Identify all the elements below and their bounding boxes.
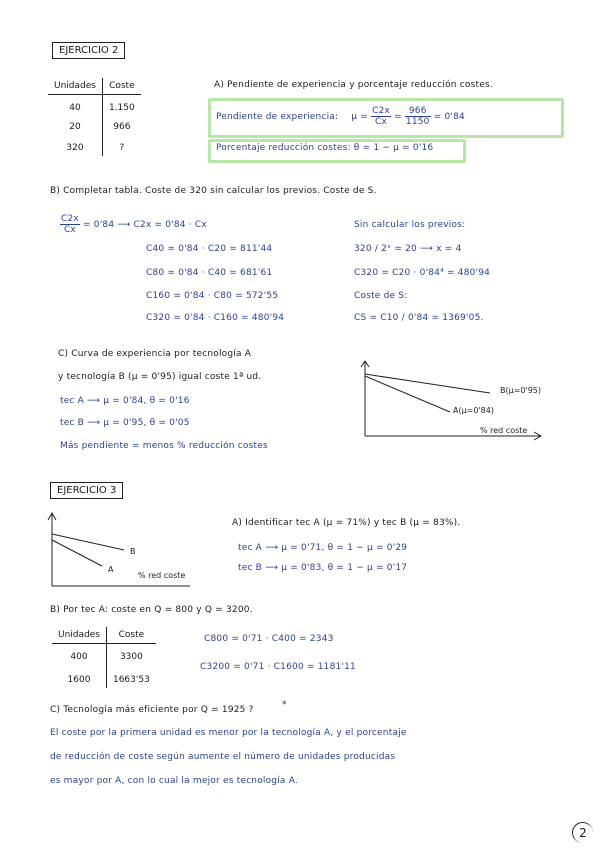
ex2-c-line: Más pendiente = menos % reducción costes (60, 441, 268, 451)
equals-sign: = (394, 112, 402, 122)
ex2-slope-line (216, 106, 465, 127)
chart-label-a: A (108, 565, 114, 574)
ex2-part-c-heading-2: y tecnología B (μ = 0'95) igual coste 1ª ud. (58, 372, 262, 382)
fraction-numerator: C2x (372, 106, 391, 116)
ex2-part-c-heading-1: C) Curva de experiencia por tecnología A (58, 349, 252, 359)
table-cell: ? (119, 143, 125, 153)
chart-label-b: B(μ=0'95) (500, 386, 541, 395)
ex3-a-line: tec A ⟶ μ = 0'71, θ = 1 − μ = 0'29 (238, 543, 408, 553)
ex3-c-answer-line: de reducción de coste según aumente el número de unidades producidas (50, 752, 396, 762)
ex3-c-answer-line: El coste por la primera unidad es menor por la tecnología A, y el porcentaje (50, 728, 407, 738)
ex2-b-right-line: C320 = C20 · 0'84⁴ = 480'94 (354, 268, 491, 278)
chart-label-b: B (130, 547, 136, 556)
ex2-experience-curve-chart (350, 358, 560, 448)
exercise-2-table (48, 78, 141, 156)
fraction-966-1150 (405, 106, 431, 127)
ex3-part-c-heading (50, 700, 287, 715)
exercise-3-table (52, 627, 156, 688)
fraction-denominator: Cx (63, 225, 76, 235)
table-cell: 20 (48, 116, 102, 135)
page-number (572, 822, 593, 843)
table-header: Unidades (48, 78, 102, 95)
ex2-c-line: tec A ⟶ μ = 0'84, θ = 0'16 (60, 396, 190, 406)
ex2-reduction-line: Porcentaje reducción costes: θ = 1 − μ = 0'16 (216, 143, 434, 153)
ex3-c-answer-line: es mayor por A, con lo cual la mejor es tecnología A. (50, 776, 298, 786)
ex2-c-line: tec B ⟶ μ = 0'95, θ = 0'05 (60, 418, 190, 428)
slope-result: = 0'84 (433, 112, 465, 122)
fraction-c2x-cx (60, 214, 80, 235)
table-cell: 320 (48, 135, 102, 156)
ex2-b-right-line: Sin calcular los previos: (354, 220, 466, 230)
slope-label: Pendiente de experiencia: (216, 112, 339, 122)
ex2-b-calc-line: C160 = 0'84 · C80 = 572'55 (146, 291, 279, 301)
ex2-part-b-heading: B) Completar tabla. Coste de 320 sin calcular los previos. Coste de S. (50, 186, 377, 196)
table-cell: 40 (48, 95, 102, 117)
ex2-b-right-line: Coste de S: (354, 291, 408, 301)
ex3-part-a-heading: A) Identificar tec A (μ = 71%) y tec B (μ = 83%). (232, 518, 461, 528)
chart-label-a: A(μ=0'84) (453, 406, 494, 415)
ex3-b-calc-line: C3200 = 0'71 · C1600 = 1181'11 (200, 662, 356, 672)
table-header: Unidades (52, 627, 106, 644)
asterisk-mark: * (282, 700, 287, 710)
ex3-a-line: tec B ⟶ μ = 0'83, θ = 1 − μ = 0'17 (238, 563, 408, 573)
ex2-b-calc-line: C40 = 0'84 · C20 = 811'44 (146, 244, 273, 254)
table-cell: 1600 (52, 665, 106, 688)
part-c-question: C) Tecnología más eficiente por Q = 1925 ? (50, 705, 254, 715)
exercise-2-title: EJERCICIO 2 (52, 42, 125, 59)
curve-b (52, 534, 124, 550)
ex2-b-right-line: 320 / 2ˣ = 20 ⟶ x = 4 (354, 244, 462, 254)
mu-symbol: μ = (351, 112, 369, 122)
ex2-b-calc-line: C320 = 0'84 · C160 = 480'94 (146, 313, 285, 323)
curve-a (365, 376, 450, 412)
ex2-b-calc-line: C80 = 0'84 · C40 = 681'61 (146, 268, 273, 278)
b-first-equation: = 0'84 ⟶ C2x = 0'84 · Cx (83, 220, 207, 230)
ex3-part-b-heading: B) Por tec A: coste en Q = 800 y Q = 3200. (50, 605, 253, 615)
table-cell: 1663'53 (112, 675, 150, 685)
fraction-c2x-cx (371, 106, 391, 127)
table-cell: 3300 (119, 652, 143, 662)
table-cell: 1.150 (108, 103, 135, 113)
table-cell: 966 (113, 122, 131, 132)
table-cell: 400 (52, 644, 106, 666)
table-header: Coste (102, 78, 140, 95)
chart-axis-label: % red coste (480, 426, 528, 435)
ex2-part-a-heading: A) Pendiente de experiencia y porcentaje reducción costes. (214, 80, 493, 90)
ex3-curve-chart (40, 510, 210, 590)
fraction-denominator: 1150 (405, 117, 430, 127)
ex3-b-calc-line: C800 = 0'71 · C400 = 2343 (204, 634, 334, 644)
exercise-3-title: EJERCICIO 3 (50, 482, 123, 499)
page-number-text: 2 (579, 826, 587, 840)
ex2-b-right-line: CS = C10 / 0'84 = 1369'05. (354, 313, 484, 323)
table-header: Coste (106, 627, 155, 644)
fraction-denominator: Cx (375, 117, 388, 127)
chart-axis-label: % red coste (138, 571, 186, 580)
fraction-numerator: C2x (61, 214, 79, 224)
ex2-b-first-line (60, 214, 207, 235)
fraction-numerator: 966 (405, 106, 431, 117)
